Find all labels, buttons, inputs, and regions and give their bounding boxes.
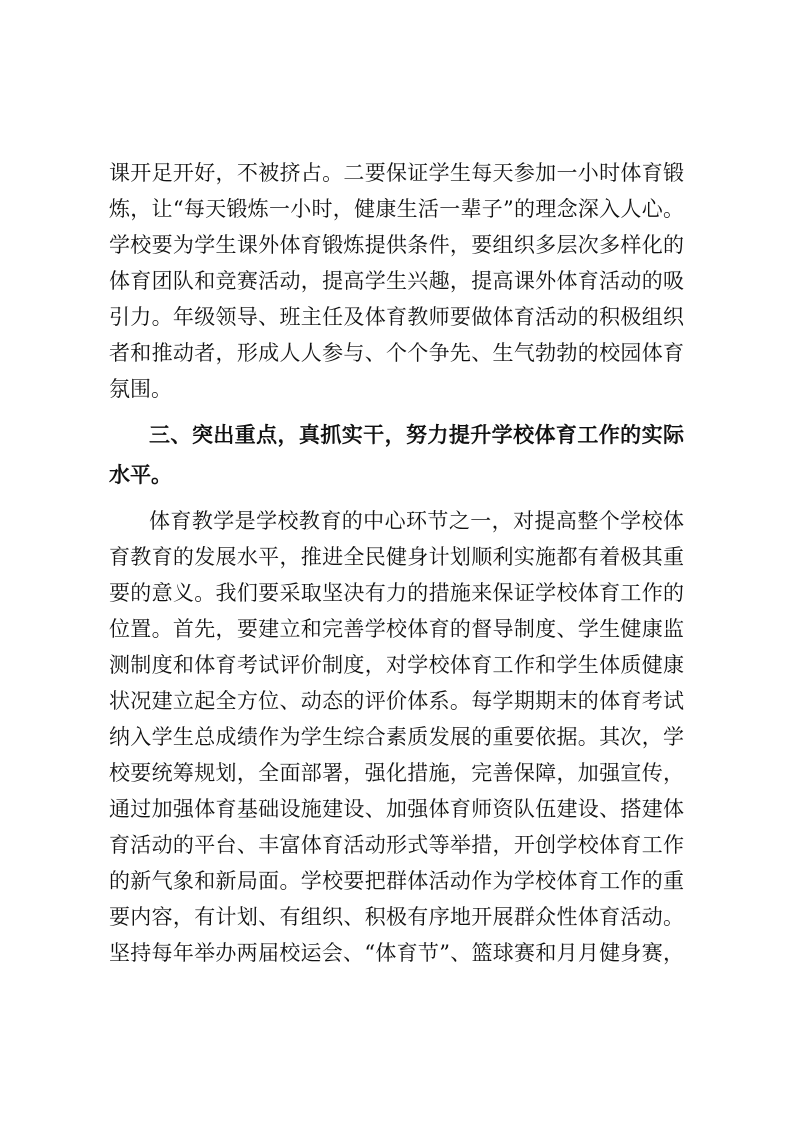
paragraph-line: 学校要为学生课外体育锻炼提供条件，要组织多层次多样化的 <box>109 233 684 257</box>
paragraph-line: 测制度和体育考试评价制度，对学校体育工作和学生体质健康 <box>109 653 684 677</box>
heading-line: 水平。 <box>109 462 172 487</box>
paragraph-line: 者和推动者，形成人人参与、个个争先、生气勃勃的校园体育 <box>109 341 684 365</box>
paragraph-line: 纳入学生总成绩作为学生综合素质发展的重要依据。其次，学 <box>109 725 684 749</box>
paragraph-line: 要的意义。我们要采取坚决有力的措施来保证学校体育工作的 <box>109 581 684 605</box>
paragraph-line: 状况建立起全方位、动态的评价体系。每学期期末的体育考试 <box>109 689 684 713</box>
paragraph-line: 体育团队和竞赛活动，提高学生兴趣，提高课外体育活动的吸 <box>109 269 684 293</box>
paragraph-line: 要内容，有计划、有组织、积极有序地开展群众性体育活动。 <box>109 905 684 929</box>
paragraph-line: 坚持每年举办两届校运会、“体育节”、篮球赛和月月健身赛， <box>109 941 684 965</box>
paragraph-line: 育教育的发展水平，推进全民健身计划顺利实施都有着极其重 <box>109 545 684 569</box>
paragraph-line: 通过加强体育基础设施建设、加强体育师资队伍建设、搭建体 <box>109 797 684 821</box>
paragraph-line: 体育教学是学校教育的中心环节之一，对提高整个学校体 <box>149 509 684 533</box>
paragraph-line: 的新气象和新局面。学校要把群体活动作为学校体育工作的重 <box>109 869 684 893</box>
paragraph-line: 引力。年级领导、班主任及体育教师要做体育活动的积极组织 <box>109 305 684 329</box>
paragraph-line: 炼，让“每天锻炼一小时，健康生活一辈子”的理念深入人心。 <box>109 197 684 221</box>
paragraph-line: 校要统筹规划，全面部署，强化措施，完善保障，加强宣传， <box>109 761 684 785</box>
paragraph-line: 育活动的平台、丰富体育活动形式等举措，开创学校体育工作 <box>109 833 684 857</box>
paragraph-line: 位置。首先，要建立和完善学校体育的督导制度、学生健康监 <box>109 617 684 641</box>
heading-line: 三、突出重点，真抓实干，努力提升学校体育工作的实际 <box>149 422 684 447</box>
paragraph-line: 氛围。 <box>109 377 172 401</box>
paragraph-line: 课开足开好，不被挤占。二要保证学生每天参加一小时体育锻 <box>109 161 684 185</box>
